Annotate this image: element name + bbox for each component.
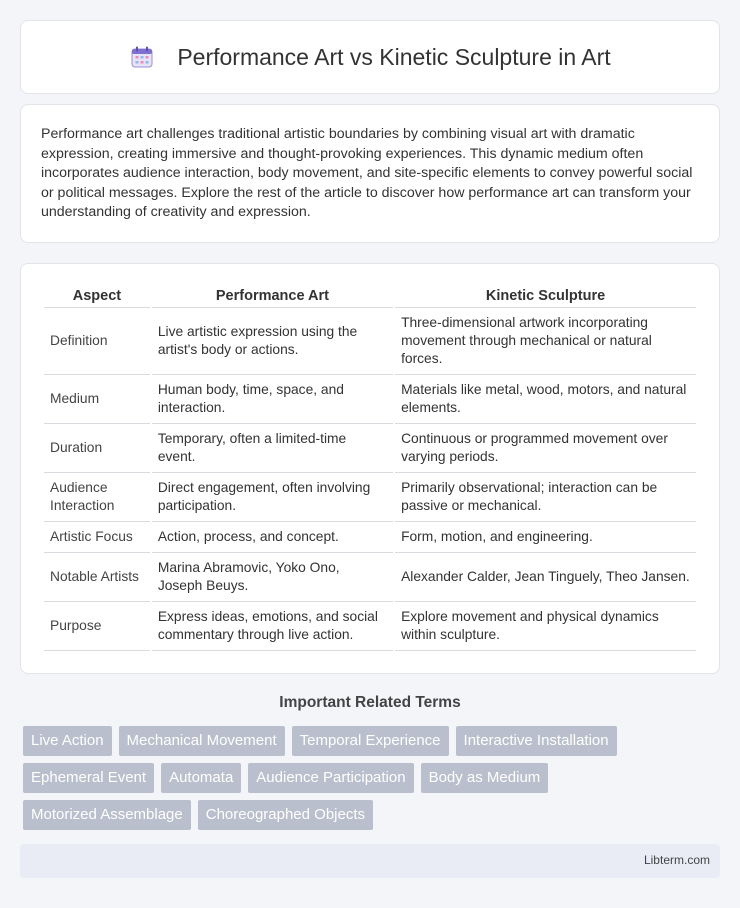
tag-row	[23, 800, 723, 830]
header-kinetic-sculpture: Kinetic Sculpture	[395, 284, 696, 308]
aspect-cell: Medium	[44, 375, 150, 424]
tag-motorized-assemblage[interactable]: Motorized Assemblage	[23, 800, 191, 830]
table-row	[44, 375, 696, 424]
tag-audience-participation[interactable]: Audience Participation	[248, 763, 413, 793]
table-row	[44, 522, 696, 553]
aspect-cell: Duration	[44, 424, 150, 473]
aspect-cell: Notable Artists	[44, 553, 150, 602]
tag-live-action[interactable]: Live Action	[23, 726, 112, 756]
performance-cell: Marina Abramovic, Yoko Ono, Joseph Beuys.	[152, 553, 393, 602]
table-row	[44, 424, 696, 473]
page-title: Performance Art vs Kinetic Sculpture in Art	[177, 43, 611, 70]
kinetic-cell: Materials like metal, wood, motors, and natural elements.	[395, 375, 696, 424]
tag-row	[23, 763, 723, 793]
kinetic-cell: Primarily observational; interaction can be passive or mechanical.	[395, 473, 696, 522]
intro-card	[20, 104, 720, 243]
kinetic-cell: Form, motion, and engineering.	[395, 522, 696, 553]
performance-cell: Direct engagement, often involving participation.	[152, 473, 393, 522]
tag-body-as-medium[interactable]: Body as Medium	[421, 763, 549, 793]
performance-cell: Express ideas, emotions, and social commentary through live action.	[152, 602, 393, 651]
tag-row	[23, 726, 723, 756]
kinetic-cell: Three-dimensional artwork incorporating movement through mechanical or natural forces.	[395, 308, 696, 375]
footer	[20, 844, 720, 878]
comparison-card	[20, 263, 720, 674]
tag-mechanical-movement[interactable]: Mechanical Movement	[119, 726, 285, 756]
tag-temporal-experience[interactable]: Temporal Experience	[292, 726, 449, 756]
tag-automata[interactable]: Automata	[161, 763, 241, 793]
aspect-cell: Definition	[44, 308, 150, 375]
kinetic-cell: Explore movement and physical dynamics within sculpture.	[395, 602, 696, 651]
kinetic-cell: Continuous or programmed movement over varying periods.	[395, 424, 696, 473]
performance-cell: Human body, time, space, and interaction.	[152, 375, 393, 424]
table-row	[44, 602, 696, 651]
comparison-table	[42, 284, 698, 651]
tag-choreographed-objects[interactable]: Choreographed Objects	[198, 800, 373, 830]
table-row	[44, 553, 696, 602]
footer-site-link[interactable]: Libterm.com	[643, 853, 710, 867]
table-row	[44, 473, 696, 522]
table-row	[44, 308, 696, 375]
header-aspect: Aspect	[44, 284, 150, 308]
performance-cell: Action, process, and concept.	[152, 522, 393, 553]
related-terms-heading: Important Related Terms	[279, 694, 461, 711]
table-header-row	[44, 284, 696, 308]
header-performance-art: Performance Art	[152, 284, 393, 308]
related-terms-list	[23, 726, 723, 837]
calendar-icon	[129, 44, 155, 70]
tag-interactive-installation[interactable]: Interactive Installation	[456, 726, 617, 756]
aspect-cell: Audience Interaction	[44, 473, 150, 522]
aspect-cell: Purpose	[44, 602, 150, 651]
tag-ephemeral-event[interactable]: Ephemeral Event	[23, 763, 154, 793]
performance-cell: Live artistic expression using the artist's body or actions.	[152, 308, 393, 375]
aspect-cell: Artistic Focus	[44, 522, 150, 553]
intro-paragraph: Performance art challenges traditional artistic boundaries by combining visual art with dramatic expression, creating immersive and thought-provoking experiences. This dynamic medium often incorporates audience interaction, body movement, and site-specific elements to convey powerful social or political messages. Explore the rest of the article to discover how performance art can transform your understanding of creativity and expression.	[41, 126, 693, 221]
title-card	[20, 20, 720, 94]
performance-cell: Temporary, often a limited-time event.	[152, 424, 393, 473]
kinetic-cell: Alexander Calder, Jean Tinguely, Theo Jansen.	[395, 553, 696, 602]
